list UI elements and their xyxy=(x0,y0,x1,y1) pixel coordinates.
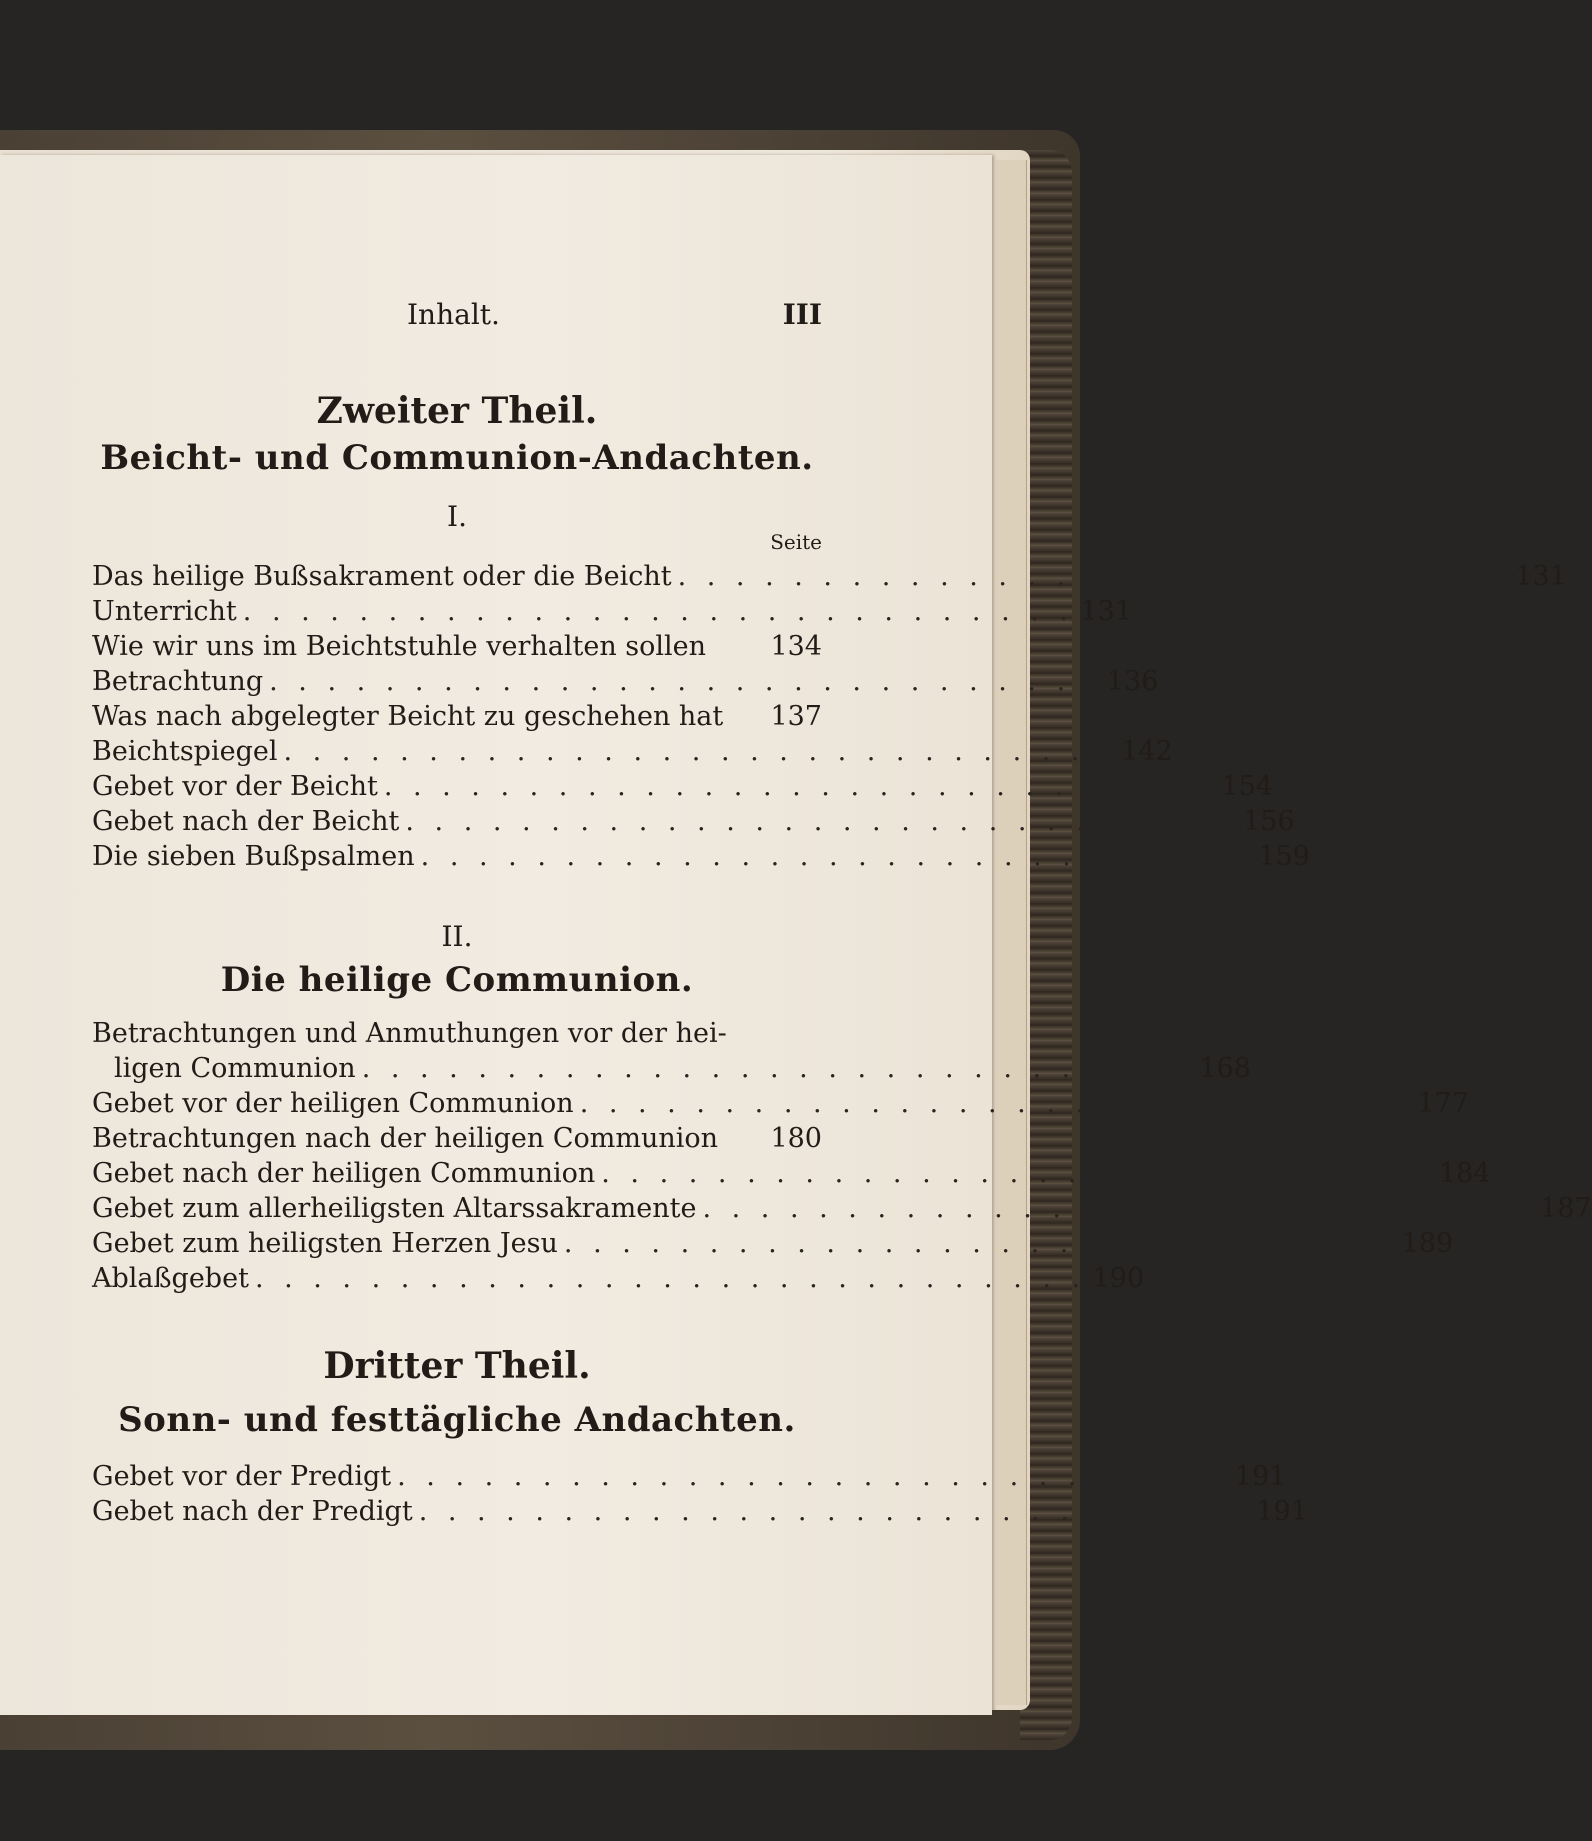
seite-label: Seite xyxy=(770,530,822,554)
list-item: Gebet zum allerheiligsten Altarssakramente . . . . . . . . . . . . . . . . . . . . . . . . . . . . . 187 xyxy=(92,1193,1592,1224)
page-number: III xyxy=(782,298,822,331)
list-item: Die sieben Bußpsalmen . . . . . . . . . . . . . . . . . . . . . . . . . . . . . 159 xyxy=(92,841,1310,872)
part3-subtitle: Sonn- und festtägliche Andachten. xyxy=(118,1400,796,1440)
running-header xyxy=(92,298,822,338)
list-item: Gebet nach der heiligen Communion . . . . . . . . . . . . . . . . . . . . . . . . . . . . . 184 xyxy=(92,1158,1491,1189)
list-item: Gebet zum heiligsten Herzen Jesu . . . . . . . . . . . . . . . . . . . . . . . . . . . . . 189 xyxy=(92,1228,1454,1259)
part2-title: Zweiter Theil. xyxy=(316,390,598,432)
list-item: Gebet vor der Beicht . . . . . . . . . . . . . . . . . . . . . . . . . . . . . 154 xyxy=(92,771,1274,802)
section2-title: Die heilige Communion. xyxy=(220,960,694,1000)
section2-numeral: II. xyxy=(441,920,473,953)
list-item: Betrachtungen und Anmuthungen vor der hei- xyxy=(92,1018,727,1049)
part2-subtitle: Beicht- und Communion-Andachten. xyxy=(100,438,814,478)
list-item: ligen Communion . . . . . . . . . . . . . . . . . . . . . . . . . . . . . 168 xyxy=(114,1053,1251,1084)
list-item: Betrachtungen nach der heiligen Communion 180 xyxy=(92,1123,822,1154)
section1-numeral: I. xyxy=(447,500,467,533)
list-item: Unterricht . . . . . . . . . . . . . . . . . . . . . . . . . . . . . 131 xyxy=(92,596,1133,627)
list-item: Gebet nach der Beicht . . . . . . . . . . . . . . . . . . . . . . . . . . . . . 156 xyxy=(92,806,1295,837)
table-of-contents xyxy=(92,155,1592,1715)
list-item: Gebet vor der heiligen Communion . . . . . . . . . . . . . . . . . . . . . . . . . . . . . 177 xyxy=(92,1088,1469,1119)
book-page xyxy=(0,155,1592,1715)
list-item: Ablaßgebet . . . . . . . . . . . . . . . . . . . . . . . . . . . . . 190 xyxy=(92,1263,1145,1294)
header-title: Inhalt. xyxy=(407,298,500,331)
list-item: Betrachtung . . . . . . . . . . . . . . . . . . . . . . . . . . . . . 136 xyxy=(92,666,1159,697)
part3-title: Dritter Theil. xyxy=(323,1345,591,1387)
list-item: Beichtspiegel . . . . . . . . . . . . . . . . . . . . . . . . . . . . . 142 xyxy=(92,736,1173,767)
list-item: Gebet nach der Predigt . . . . . . . . . . . . . . . . . . . . . . . . . . . . . 191 xyxy=(92,1496,1308,1527)
list-item: Das heilige Bußsakrament oder die Beicht . . . . . . . . . . . . . . . . . . . . . . . . . . . . . 131 xyxy=(92,561,1567,592)
list-item: Was nach abgelegter Beicht zu geschehen hat 137 xyxy=(92,701,822,732)
list-item: Gebet vor der Predigt . . . . . . . . . . . . . . . . . . . . . . . . . . . . . 191 xyxy=(92,1461,1287,1492)
list-item: Wie wir uns im Beichtstuhle verhalten sollen 134 xyxy=(92,631,822,662)
